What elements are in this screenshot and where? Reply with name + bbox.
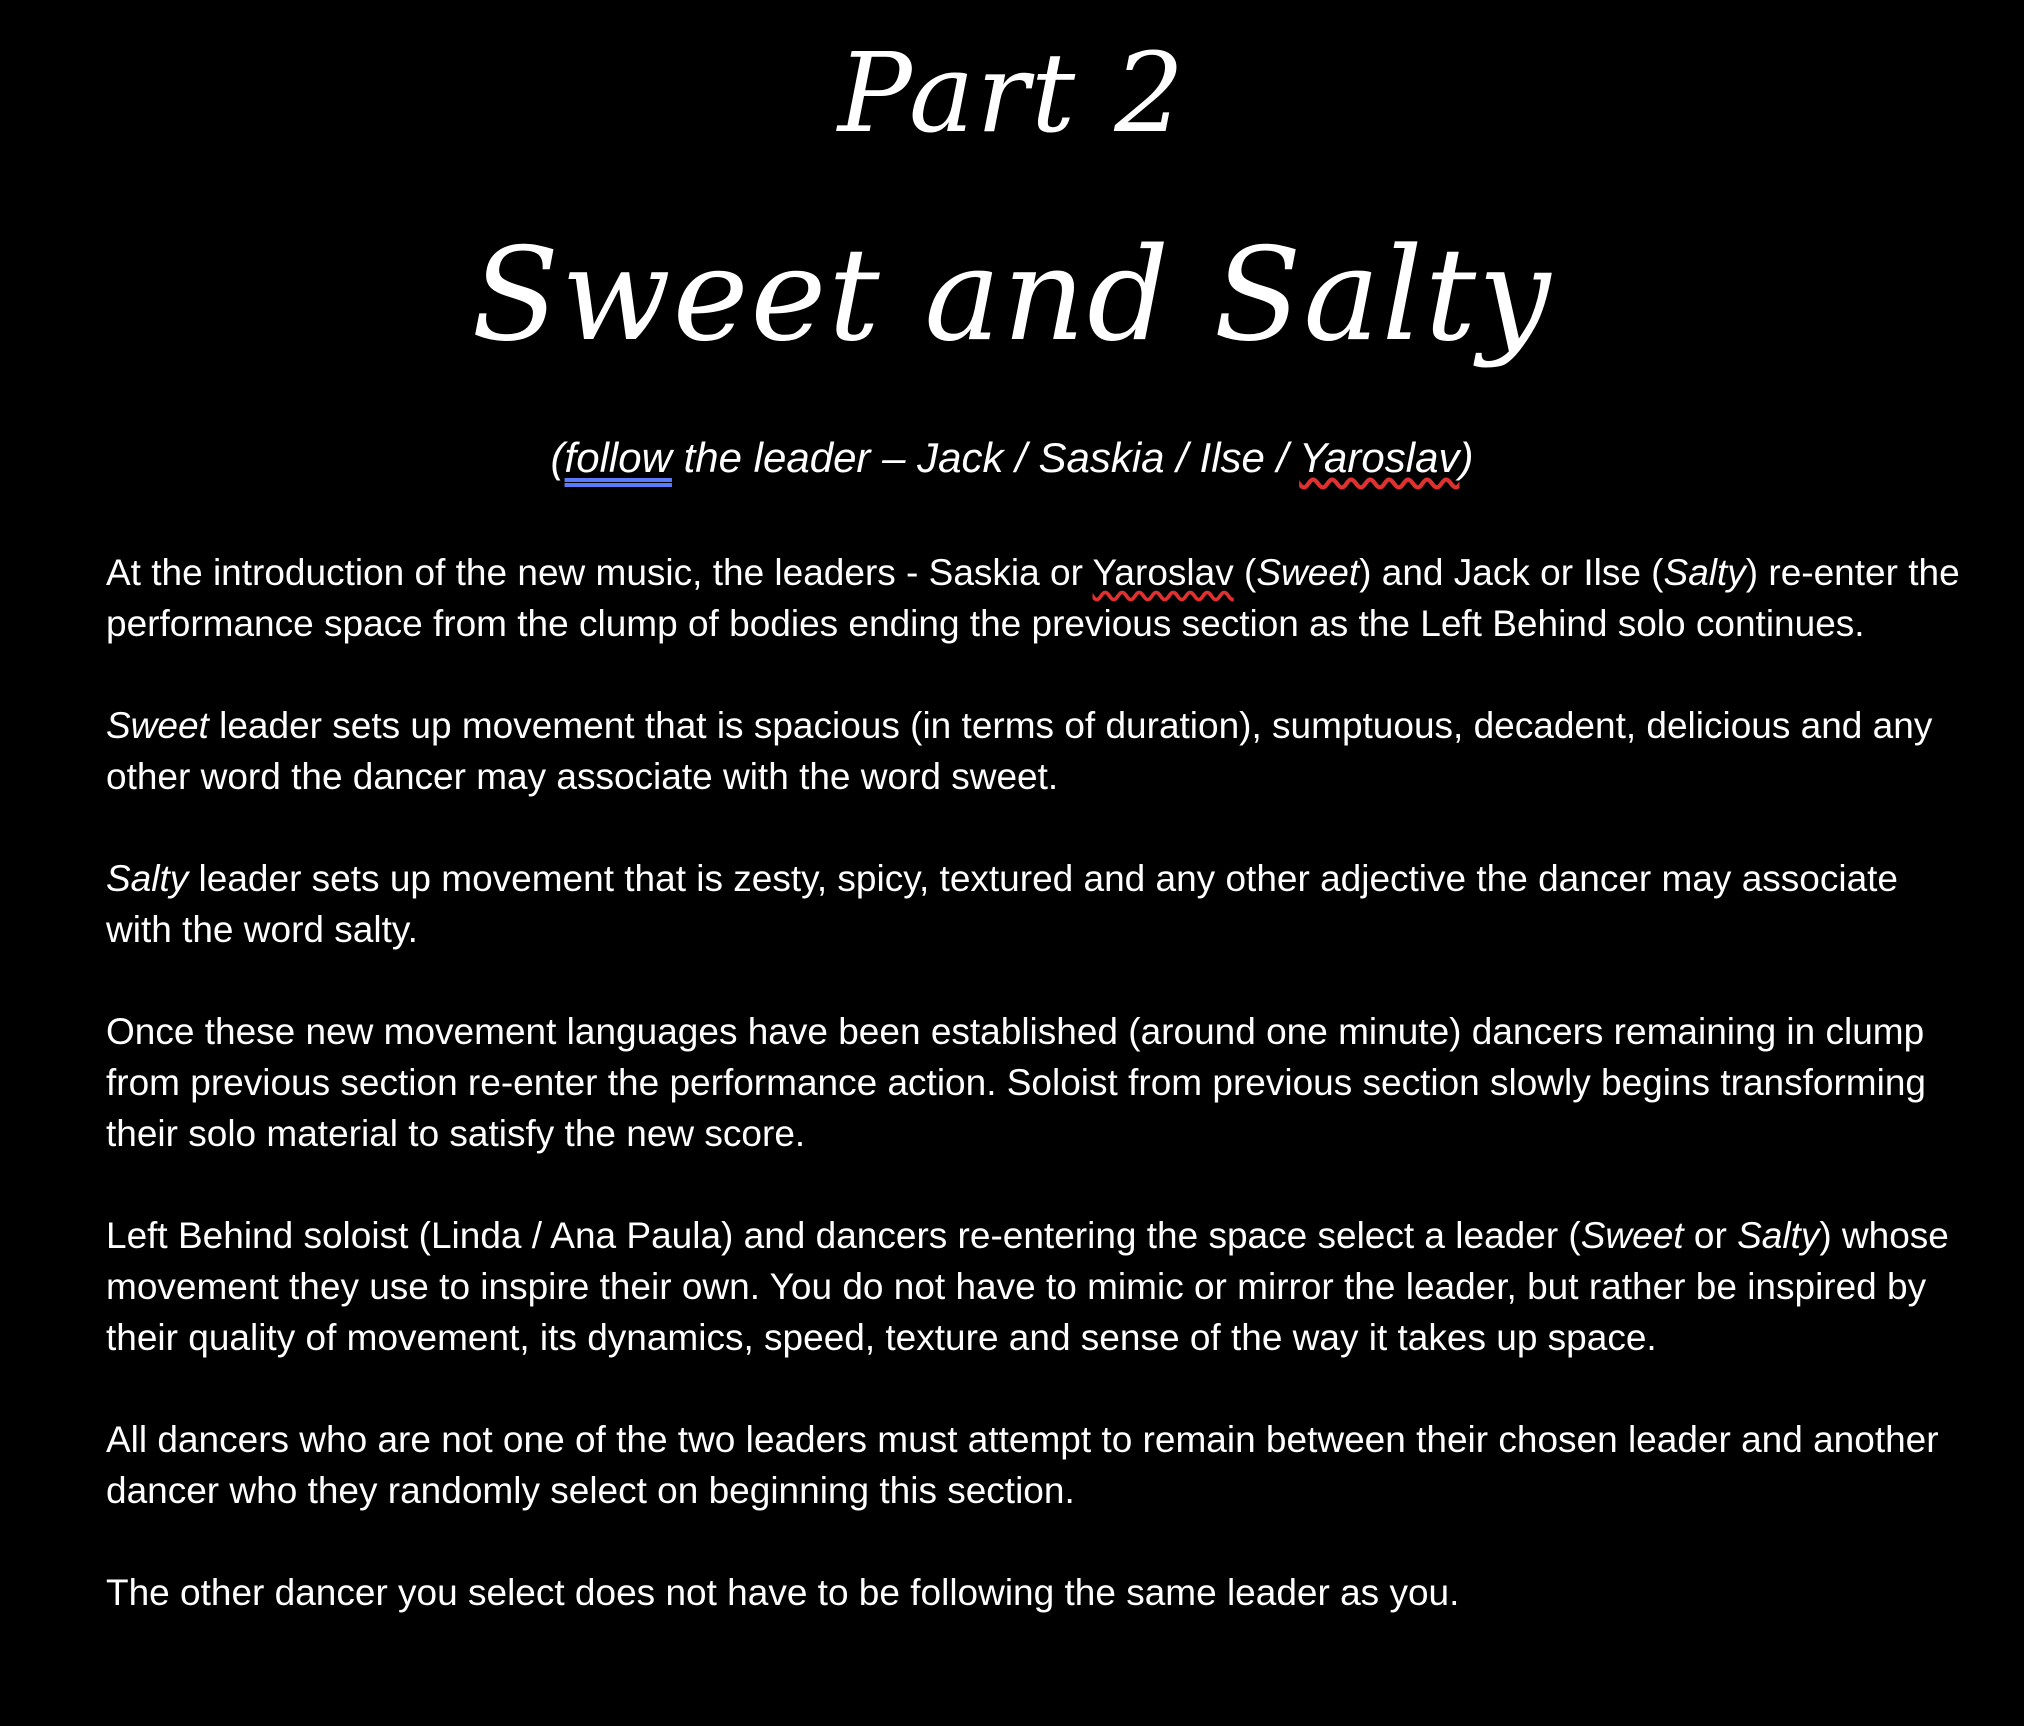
subtitle-mid: the leader – Jack / Saskia / Ilse / (671, 434, 1300, 481)
subtitle (0, 430, 2024, 486)
emphasis-salty: Salty (1737, 1215, 1820, 1256)
paragraph-other-dancer: The other dancer you select does not have to be following the same leader as you. (106, 1572, 1460, 1613)
text-run: ) re-enter the performance space from the clump of bodies ending the previous section as the Left Behind solo continues. (106, 552, 1960, 644)
subtitle-open: ( (550, 434, 565, 481)
body-text (106, 547, 1966, 1669)
text-run: leader sets up movement that is spacious (in terms of duration), sumptuous, decadent, delicious and any other word the dancer may associate with the word sweet. (106, 705, 1933, 797)
section-title: Sweet and Salty (471, 221, 1553, 370)
text-run: At the introduction of the new music, the leaders - Saskia or (106, 552, 1093, 593)
paragraph-introduction (106, 547, 1966, 649)
emphasis-salty: Salty (1663, 552, 1746, 593)
text-run: Left Behind soloist (Linda / Ana Paula) and dancers re-entering the space select a leader ( (106, 1215, 1581, 1256)
subtitle-close: ) (1459, 434, 1474, 481)
paragraph-salty-leader (106, 853, 1966, 955)
grammar-flag-follow[interactable]: follow (564, 434, 672, 481)
text-run: leader sets up movement that is zesty, spicy, textured and any other adjective the dancer may associate with the word salty. (106, 858, 1898, 950)
text-run: or (1683, 1215, 1738, 1256)
emphasis-sweet: Sweet (106, 705, 209, 746)
spelling-flag-yaroslav[interactable]: Yaroslav (1092, 552, 1234, 593)
text-run: ) and Jack or Ilse ( (1359, 552, 1664, 593)
emphasis-sweet: Sweet (1580, 1215, 1684, 1256)
paragraph-all-dancers: All dancers who are not one of the two leaders must attempt to remain between their chosen leader and another dancer who they randomly select on beginning this section. (106, 1419, 1939, 1511)
paragraph-sweet-leader (106, 700, 1966, 802)
paragraph-left-behind-soloist (106, 1210, 1966, 1363)
text-run: ( (1233, 552, 1257, 593)
spelling-flag-yaroslav[interactable]: Yaroslav (1299, 434, 1460, 481)
emphasis-salty: Salty (106, 858, 189, 899)
text-run: ) whose movement they use to inspire their own. You do not have to mimic or mirror the leader, but rather be inspired by their quality of movement, its dynamics, speed, texture and sense of the way it takes up space. (106, 1215, 1949, 1358)
emphasis-sweet: Sweet (1256, 552, 1360, 593)
part-title: Part 2 (837, 29, 1187, 157)
paragraph-movement-languages: Once these new movement languages have been established (around one minute) dancers remaining in clump from previous section re-enter the performance action. Soloist from previous section slowly begins transforming their solo material to satisfy the new score. (106, 1011, 1926, 1154)
